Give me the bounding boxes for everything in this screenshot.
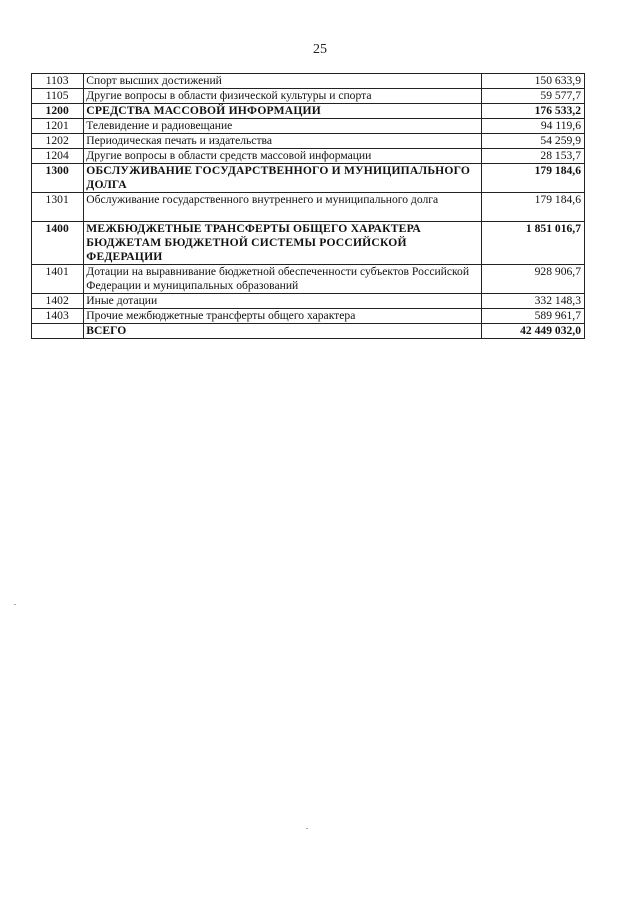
row-amount: 94 119,6 [482, 119, 585, 134]
row-amount: 28 153,7 [482, 149, 585, 164]
table-row [32, 149, 585, 164]
row-code: 1105 [32, 89, 84, 104]
row-name: ОБСЛУЖИВАНИЕ ГОСУДАРСТВЕННОГО И МУНИЦИПАЛЬНОГО ДОЛГА [84, 164, 482, 193]
row-amount: 150 633,9 [482, 74, 585, 89]
row-amount: 179 184,6 [482, 164, 585, 193]
total-code [32, 324, 84, 339]
table-row [32, 89, 585, 104]
row-code: 1402 [32, 294, 84, 309]
table-row-section [32, 222, 585, 265]
row-amount: 332 148,3 [482, 294, 585, 309]
row-amount: 59 577,7 [482, 89, 585, 104]
table-row [32, 134, 585, 149]
row-name: Иные дотации [84, 294, 482, 309]
table-row [32, 193, 585, 222]
row-code: 1200 [32, 104, 84, 119]
row-name: Телевидение и радиовещание [84, 119, 482, 134]
table-row [32, 119, 585, 134]
row-code: 1403 [32, 309, 84, 324]
row-name: СРЕДСТВА МАССОВОЙ ИНФОРМАЦИИ [84, 104, 482, 119]
table-row-total [32, 324, 585, 339]
page-number: 25 [313, 42, 327, 57]
table-row-section [32, 164, 585, 193]
table-row-section [32, 104, 585, 119]
budget-table [31, 73, 585, 339]
row-code: 1204 [32, 149, 84, 164]
row-code: 1400 [32, 222, 84, 265]
table-row [32, 309, 585, 324]
table-row [32, 294, 585, 309]
row-code: 1202 [32, 134, 84, 149]
row-amount: 589 961,7 [482, 309, 585, 324]
table-row [32, 265, 585, 294]
row-code: 1201 [32, 119, 84, 134]
row-name: МЕЖБЮДЖЕТНЫЕ ТРАНСФЕРТЫ ОБЩЕГО ХАРАКТЕРА БЮДЖЕТАМ БЮДЖЕТНОЙ СИСТЕМЫ РОССИЙСКОЙ ФЕДЕРАЦИИ [84, 222, 482, 265]
row-name: Другие вопросы в области средств массовой информации [84, 149, 482, 164]
row-code: 1103 [32, 74, 84, 89]
row-name: Дотации на выравнивание бюджетной обеспеченности субъектов Российской Федерации и муниципальных образований [84, 265, 482, 294]
row-amount: 928 906,7 [482, 265, 585, 294]
row-name: Спорт высших достижений [84, 74, 482, 89]
row-amount: 176 533,2 [482, 104, 585, 119]
row-amount: 179 184,6 [482, 193, 585, 222]
row-code: 1301 [32, 193, 84, 222]
table-row [32, 74, 585, 89]
scan-speck [14, 604, 16, 605]
row-name: Прочие межбюджетные трансферты общего характера [84, 309, 482, 324]
row-name: Периодическая печать и издательства [84, 134, 482, 149]
total-amount: 42 449 032,0 [482, 324, 585, 339]
row-name: Другие вопросы в области физической культуры и спорта [84, 89, 482, 104]
row-name: Обслуживание государственного внутреннего и муниципального долга [84, 193, 482, 222]
total-label: ВСЕГО [84, 324, 482, 339]
row-amount: 1 851 016,7 [482, 222, 585, 265]
row-amount: 54 259,9 [482, 134, 585, 149]
row-code: 1401 [32, 265, 84, 294]
scan-speck [306, 828, 308, 829]
row-code: 1300 [32, 164, 84, 193]
